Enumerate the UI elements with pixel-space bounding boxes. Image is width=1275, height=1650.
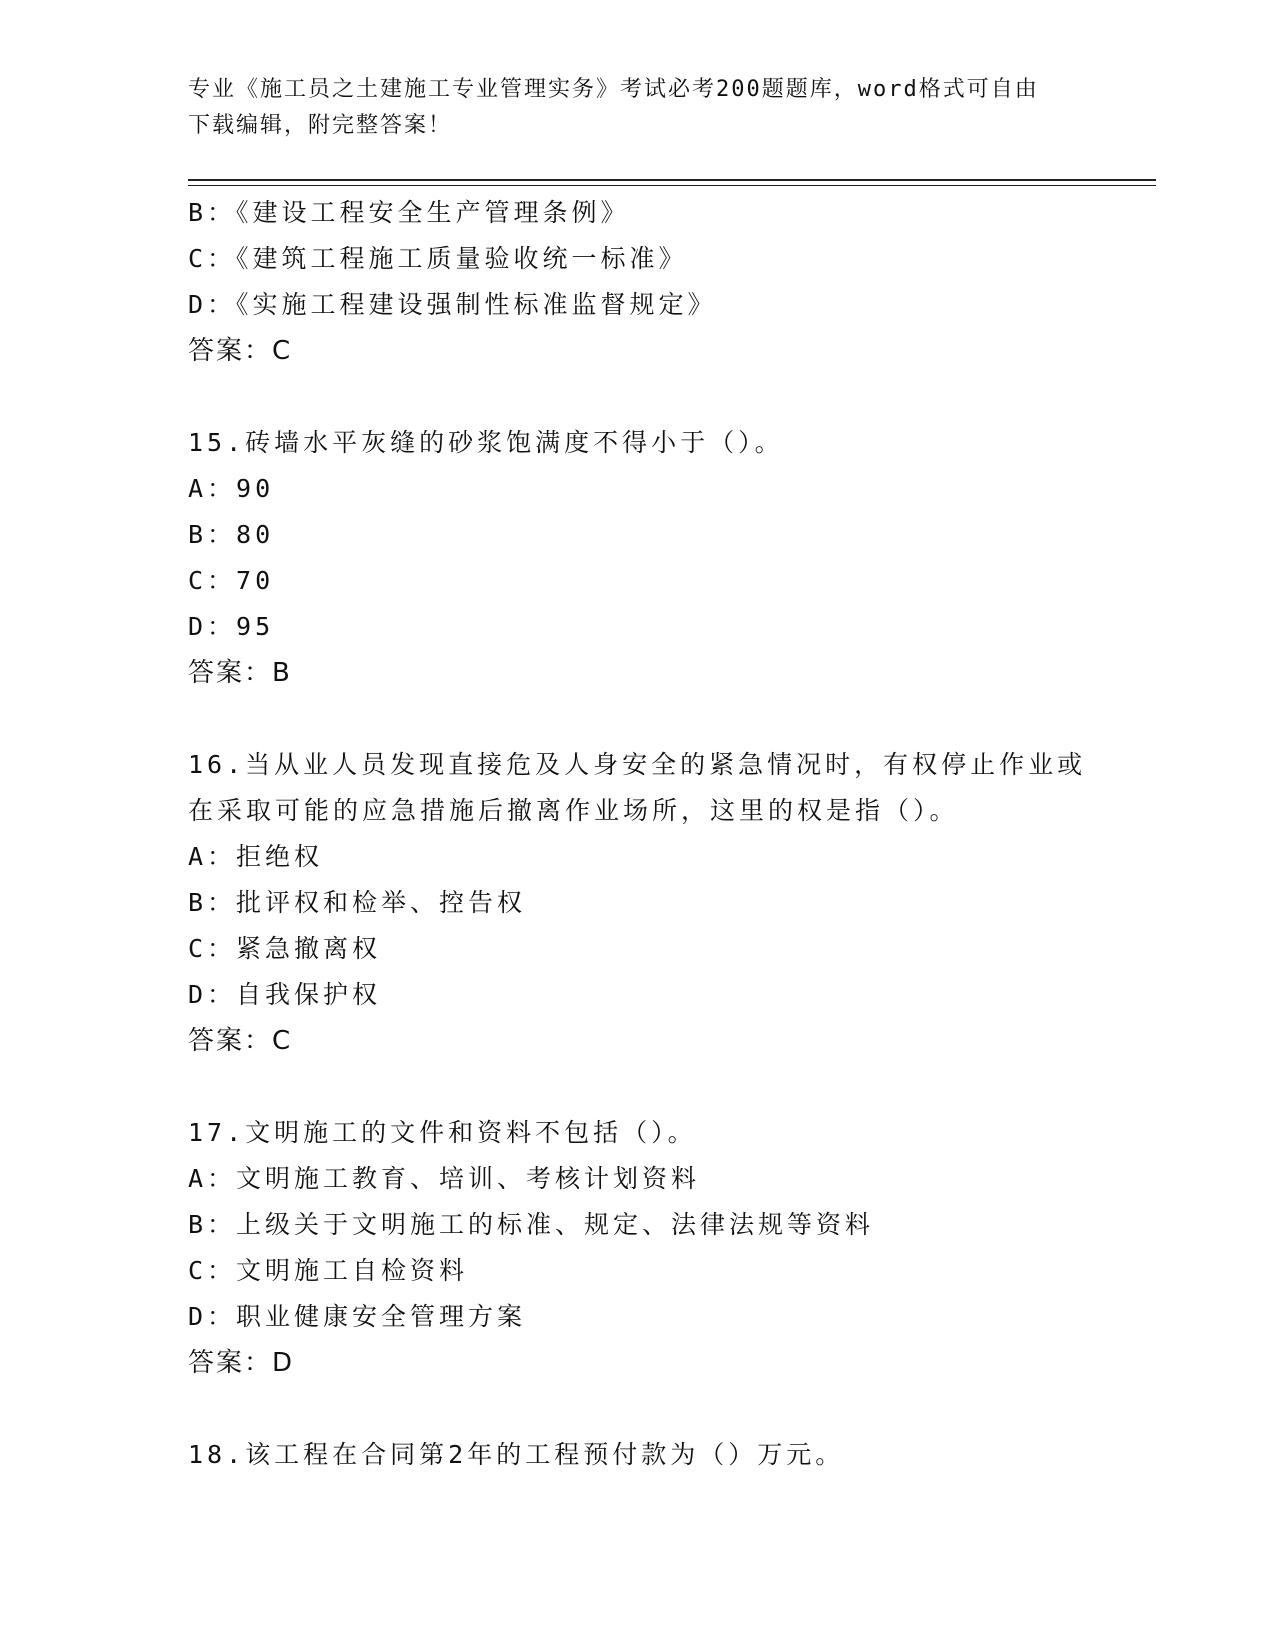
option-d: D：95 bbox=[188, 612, 275, 641]
question-list bbox=[188, 190, 1088, 1478]
option-c: C：文明施工自检资料 bbox=[188, 1256, 469, 1285]
option-c: C：紧急撤离权 bbox=[188, 934, 382, 963]
option-b: B：批评权和检举、控告权 bbox=[188, 888, 527, 917]
question-stem: 17.文明施工的文件和资料不包括（）。 bbox=[188, 1118, 697, 1147]
answer: 答案：C bbox=[188, 1026, 293, 1056]
question-stem: 18.该工程在合同第2年的工程预付款为（）万元。 bbox=[188, 1440, 845, 1469]
document-header bbox=[188, 72, 1068, 144]
option-a: A：90 bbox=[188, 474, 275, 503]
question-17 bbox=[188, 1110, 1088, 1386]
option-d: D：《实施工程建设强制性标准监督规定》 bbox=[188, 290, 717, 319]
option-b: B：上级关于文明施工的标准、规定、法律法规等资料 bbox=[188, 1210, 875, 1239]
question-stem: 15.砖墙水平灰缝的砂浆饱满度不得小于（）。 bbox=[188, 428, 784, 457]
option-d: D：职业健康安全管理方案 bbox=[188, 1302, 527, 1331]
answer: 答案：B bbox=[188, 658, 292, 688]
question-15 bbox=[188, 420, 1088, 696]
question-16 bbox=[188, 742, 1088, 1064]
header-line-2: 下载编辑，附完整答案！ bbox=[188, 113, 453, 138]
option-c: C：70 bbox=[188, 566, 275, 595]
option-b: B：《建设工程安全生产管理条例》 bbox=[188, 198, 630, 227]
option-d: D：自我保护权 bbox=[188, 980, 382, 1009]
option-a: A：拒绝权 bbox=[188, 842, 324, 871]
header-divider-thick bbox=[188, 179, 1156, 181]
answer: 答案：C bbox=[188, 336, 293, 366]
option-c: C：《建筑工程施工质量验收统一标准》 bbox=[188, 244, 688, 273]
header-divider-thin bbox=[188, 185, 1156, 186]
question-stem-line-2: 在采取可能的应急措施后撤离作业场所，这里的权是指（）。 bbox=[188, 796, 959, 825]
question-18 bbox=[188, 1432, 1088, 1478]
answer: 答案：D bbox=[188, 1348, 295, 1378]
header-line-1: 专业《施工员之土建施工专业管理实务》考试必考200题题库，word格式可自由 bbox=[188, 77, 1039, 102]
question-stem-line-1: 16.当从业人员发现直接危及人身安全的紧急情况时，有权停止作业或 bbox=[188, 750, 1087, 779]
option-b: B：80 bbox=[188, 520, 275, 549]
question-14-continued bbox=[188, 190, 1088, 374]
option-a: A：文明施工教育、培训、考核计划资料 bbox=[188, 1164, 701, 1193]
